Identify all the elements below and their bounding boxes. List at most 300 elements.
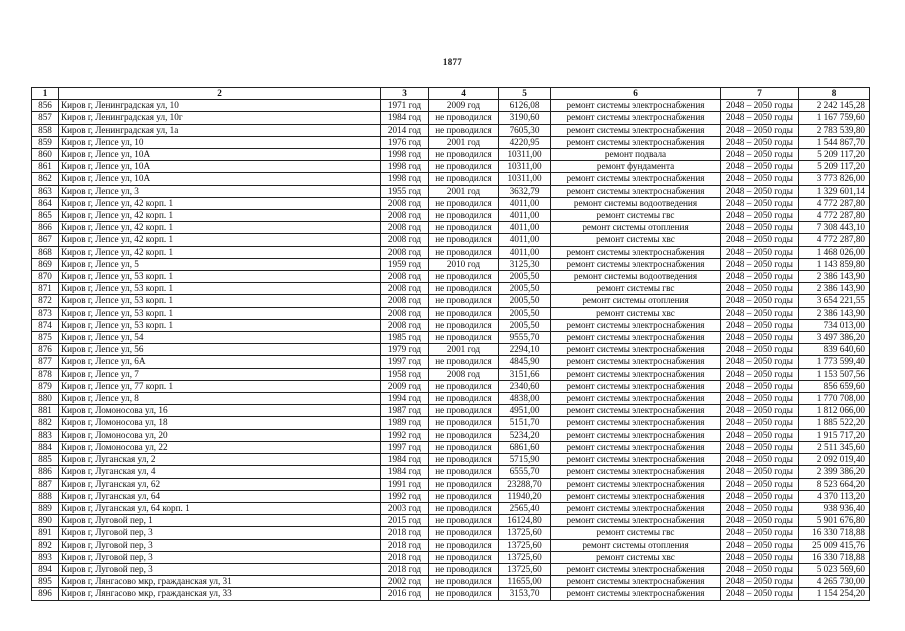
- cell-last-repair-year: не проводился: [429, 295, 499, 307]
- cell-repair-type: ремонт системы электроснабжения: [551, 368, 721, 380]
- cell-row-number: 861: [32, 161, 59, 173]
- cell-repair-period: 2048 – 2050 годы: [721, 393, 799, 405]
- cell-cost: 1 773 599,40: [799, 356, 870, 368]
- header-col-6: 6: [551, 88, 721, 100]
- table-row: [32, 222, 870, 234]
- cell-build-year: 1994 год: [381, 393, 429, 405]
- cell-cost: 1 468 026,00: [799, 246, 870, 258]
- cell-repair-period: 2048 – 2050 годы: [721, 258, 799, 270]
- cell-area: 5151,70: [499, 417, 551, 429]
- cell-repair-period: 2048 – 2050 годы: [721, 149, 799, 161]
- cell-row-number: 896: [32, 588, 59, 600]
- cell-repair-type: ремонт системы электроснабжения: [551, 319, 721, 331]
- table-row: [32, 319, 870, 331]
- cell-area: 23288,70: [499, 478, 551, 490]
- table-row: [32, 295, 870, 307]
- cell-repair-type: ремонт системы гвс: [551, 527, 721, 539]
- cell-build-year: 2008 год: [381, 319, 429, 331]
- cell-last-repair-year: не проводился: [429, 210, 499, 222]
- cell-build-year: 1998 год: [381, 149, 429, 161]
- cell-build-year: 2008 год: [381, 210, 429, 222]
- cell-last-repair-year: 2001 год: [429, 344, 499, 356]
- cell-build-year: 2015 год: [381, 515, 429, 527]
- cell-address: Киров г, Лянгасово мкр, гражданская ул, 33: [59, 588, 381, 600]
- cell-area: 13725,60: [499, 551, 551, 563]
- cell-address: Киров г, Лепсе ул, 10: [59, 136, 381, 148]
- header-row: [32, 88, 870, 100]
- table-row: [32, 588, 870, 600]
- cell-row-number: 874: [32, 319, 59, 331]
- cell-repair-period: 2048 – 2050 годы: [721, 344, 799, 356]
- cell-last-repair-year: 2001 год: [429, 136, 499, 148]
- cell-build-year: 1992 год: [381, 490, 429, 502]
- cell-last-repair-year: не проводился: [429, 576, 499, 588]
- cell-build-year: 1958 год: [381, 368, 429, 380]
- cell-row-number: 871: [32, 283, 59, 295]
- cell-cost: 734 013,00: [799, 319, 870, 331]
- cell-repair-type: ремонт подвала: [551, 149, 721, 161]
- cell-build-year: 1984 год: [381, 466, 429, 478]
- cell-repair-period: 2048 – 2050 годы: [721, 234, 799, 246]
- cell-build-year: 1997 год: [381, 356, 429, 368]
- header-col-2: 2: [59, 88, 381, 100]
- cell-repair-period: 2048 – 2050 годы: [721, 380, 799, 392]
- cell-repair-period: 2048 – 2050 годы: [721, 332, 799, 344]
- cell-build-year: 2008 год: [381, 307, 429, 319]
- cell-address: Киров г, Лепсе ул, 5: [59, 258, 381, 270]
- cell-cost: 16 330 718,88: [799, 551, 870, 563]
- cell-address: Киров г, Луганская ул, 62: [59, 478, 381, 490]
- cell-address: Киров г, Луговой пер, 3: [59, 563, 381, 575]
- cell-last-repair-year: не проводился: [429, 466, 499, 478]
- cell-cost: 2 242 145,28: [799, 100, 870, 112]
- cell-build-year: 2008 год: [381, 246, 429, 258]
- cell-last-repair-year: не проводился: [429, 380, 499, 392]
- cell-row-number: 879: [32, 380, 59, 392]
- cell-repair-period: 2048 – 2050 годы: [721, 417, 799, 429]
- table-row: [32, 210, 870, 222]
- table-row: [32, 478, 870, 490]
- cell-cost: 1 329 601,14: [799, 185, 870, 197]
- cell-address: Киров г, Луговой пер, 1: [59, 515, 381, 527]
- cell-address: Киров г, Лепсе ул, 53 корп. 1: [59, 271, 381, 283]
- cell-area: 13725,60: [499, 527, 551, 539]
- table-row: [32, 344, 870, 356]
- cell-repair-period: 2048 – 2050 годы: [721, 319, 799, 331]
- cell-repair-type: ремонт системы водоотведения: [551, 271, 721, 283]
- cell-address: Киров г, Лепсе ул, 10А: [59, 149, 381, 161]
- cell-area: 2565,40: [499, 502, 551, 514]
- cell-cost: 3 773 826,00: [799, 173, 870, 185]
- cell-area: 6126,08: [499, 100, 551, 112]
- header-col-7: 7: [721, 88, 799, 100]
- cell-address: Киров г, Ломоносова ул, 22: [59, 441, 381, 453]
- cell-cost: 856 659,60: [799, 380, 870, 392]
- cell-last-repair-year: не проводился: [429, 356, 499, 368]
- table-row: [32, 136, 870, 148]
- cell-area: 16124,80: [499, 515, 551, 527]
- cell-row-number: 882: [32, 417, 59, 429]
- cell-repair-type: ремонт системы электроснабжения: [551, 588, 721, 600]
- cell-address: Киров г, Лепсе ул, 42 корп. 1: [59, 246, 381, 258]
- table-row: [32, 490, 870, 502]
- cell-address: Киров г, Лепсе ул, 77 корп. 1: [59, 380, 381, 392]
- cell-last-repair-year: не проводился: [429, 283, 499, 295]
- cell-build-year: 1991 год: [381, 478, 429, 490]
- cell-repair-type: ремонт системы отопления: [551, 222, 721, 234]
- cell-address: Киров г, Лепсе ул, 42 корп. 1: [59, 234, 381, 246]
- cell-area: 4220,95: [499, 136, 551, 148]
- table-row: [32, 161, 870, 173]
- cell-row-number: 883: [32, 429, 59, 441]
- table-row: [32, 112, 870, 124]
- cell-cost: 938 936,40: [799, 502, 870, 514]
- cell-last-repair-year: не проводился: [429, 112, 499, 124]
- cell-area: 2005,50: [499, 271, 551, 283]
- cell-area: 10311,00: [499, 161, 551, 173]
- cell-last-repair-year: не проводился: [429, 271, 499, 283]
- cell-last-repair-year: не проводился: [429, 197, 499, 209]
- cell-address: Киров г, Ленинградская ул, 1а: [59, 124, 381, 136]
- cell-area: 3151,66: [499, 368, 551, 380]
- cell-last-repair-year: 2010 год: [429, 258, 499, 270]
- cell-last-repair-year: не проводился: [429, 149, 499, 161]
- cell-address: Киров г, Лепсе ул, 3: [59, 185, 381, 197]
- cell-address: Киров г, Лепсе ул, 53 корп. 1: [59, 295, 381, 307]
- cell-last-repair-year: не проводился: [429, 246, 499, 258]
- cell-build-year: 1979 год: [381, 344, 429, 356]
- table-row: [32, 271, 870, 283]
- cell-address: Киров г, Лепсе ул, 53 корп. 1: [59, 319, 381, 331]
- cell-address: Киров г, Луговой пер, 3: [59, 527, 381, 539]
- cell-address: Киров г, Лепсе ул, 56: [59, 344, 381, 356]
- cell-last-repair-year: не проводился: [429, 490, 499, 502]
- cell-repair-type: ремонт системы электроснабжения: [551, 417, 721, 429]
- cell-repair-type: ремонт системы отопления: [551, 539, 721, 551]
- cell-cost: 1 915 717,20: [799, 429, 870, 441]
- table-row: [32, 429, 870, 441]
- table-row: [32, 307, 870, 319]
- cell-cost: 2 399 386,20: [799, 466, 870, 478]
- cell-cost: 1 812 066,00: [799, 405, 870, 417]
- table-row: [32, 356, 870, 368]
- cell-row-number: 856: [32, 100, 59, 112]
- cell-cost: 3 654 221,55: [799, 295, 870, 307]
- cell-cost: 1 770 708,00: [799, 393, 870, 405]
- cell-build-year: 2008 год: [381, 271, 429, 283]
- header-col-4: 4: [429, 88, 499, 100]
- cell-last-repair-year: не проводился: [429, 429, 499, 441]
- cell-repair-period: 2048 – 2050 годы: [721, 429, 799, 441]
- table-row: [32, 258, 870, 270]
- cell-cost: 1 544 867,70: [799, 136, 870, 148]
- cell-address: Киров г, Лянгасово мкр, гражданская ул, 31: [59, 576, 381, 588]
- cell-build-year: 1959 год: [381, 258, 429, 270]
- cell-build-year: 2008 год: [381, 283, 429, 295]
- cell-area: 4011,00: [499, 234, 551, 246]
- header-col-1: 1: [32, 88, 59, 100]
- cell-repair-type: ремонт фундамента: [551, 161, 721, 173]
- cell-repair-type: ремонт системы гвс: [551, 283, 721, 295]
- cell-address: Киров г, Лепсе ул, 53 корп. 1: [59, 283, 381, 295]
- cell-cost: 1 153 507,56: [799, 368, 870, 380]
- cell-area: 13725,60: [499, 539, 551, 551]
- cell-address: Киров г, Лепсе ул, 42 корп. 1: [59, 222, 381, 234]
- cell-address: Киров г, Лепсе ул, 8: [59, 393, 381, 405]
- repair-schedule-table: [31, 87, 870, 601]
- cell-repair-period: 2048 – 2050 годы: [721, 271, 799, 283]
- cell-repair-period: 2048 – 2050 годы: [721, 124, 799, 136]
- cell-repair-type: ремонт системы электроснабжения: [551, 441, 721, 453]
- cell-row-number: 873: [32, 307, 59, 319]
- cell-repair-type: ремонт системы электроснабжения: [551, 332, 721, 344]
- cell-row-number: 860: [32, 149, 59, 161]
- cell-row-number: 894: [32, 563, 59, 575]
- cell-build-year: 1984 год: [381, 454, 429, 466]
- cell-repair-period: 2048 – 2050 годы: [721, 405, 799, 417]
- cell-address: Киров г, Ленинградская ул, 10г: [59, 112, 381, 124]
- cell-repair-type: ремонт системы электроснабжения: [551, 100, 721, 112]
- cell-build-year: 2018 год: [381, 539, 429, 551]
- cell-repair-type: ремонт системы электроснабжения: [551, 393, 721, 405]
- cell-last-repair-year: не проводился: [429, 454, 499, 466]
- table-row: [32, 515, 870, 527]
- cell-area: 10311,00: [499, 149, 551, 161]
- cell-cost: 839 640,60: [799, 344, 870, 356]
- table-row: [32, 393, 870, 405]
- cell-row-number: 877: [32, 356, 59, 368]
- cell-last-repair-year: 2008 год: [429, 368, 499, 380]
- cell-cost: 2 511 345,60: [799, 441, 870, 453]
- cell-area: 2005,50: [499, 295, 551, 307]
- cell-row-number: 862: [32, 173, 59, 185]
- cell-repair-type: ремонт системы электроснабжения: [551, 429, 721, 441]
- cell-address: Киров г, Лепсе ул, 10А: [59, 161, 381, 173]
- cell-last-repair-year: не проводился: [429, 161, 499, 173]
- cell-address: Киров г, Луговой пер, 3: [59, 539, 381, 551]
- cell-last-repair-year: 2001 год: [429, 185, 499, 197]
- cell-build-year: 2008 год: [381, 234, 429, 246]
- cell-repair-type: ремонт системы электроснабжения: [551, 502, 721, 514]
- cell-last-repair-year: 2009 год: [429, 100, 499, 112]
- cell-area: 4838,00: [499, 393, 551, 405]
- page-number: 1877: [442, 57, 463, 67]
- cell-repair-type: ремонт системы отопления: [551, 295, 721, 307]
- cell-build-year: 1985 год: [381, 332, 429, 344]
- cell-last-repair-year: не проводился: [429, 332, 499, 344]
- cell-area: 3125,30: [499, 258, 551, 270]
- cell-build-year: 2018 год: [381, 551, 429, 563]
- cell-repair-period: 2048 – 2050 годы: [721, 136, 799, 148]
- cell-address: Киров г, Луганская ул, 64: [59, 490, 381, 502]
- cell-area: 3153,70: [499, 588, 551, 600]
- cell-cost: 2 386 143,90: [799, 271, 870, 283]
- cell-address: Киров г, Луговой пер, 3: [59, 551, 381, 563]
- cell-build-year: 2016 год: [381, 588, 429, 600]
- cell-repair-period: 2048 – 2050 годы: [721, 576, 799, 588]
- cell-cost: 1 167 759,60: [799, 112, 870, 124]
- cell-repair-type: ремонт системы электроснабжения: [551, 112, 721, 124]
- table-row: [32, 563, 870, 575]
- cell-repair-period: 2048 – 2050 годы: [721, 515, 799, 527]
- cell-address: Киров г, Лепсе ул, 42 корп. 1: [59, 210, 381, 222]
- cell-repair-type: ремонт системы электроснабжения: [551, 478, 721, 490]
- cell-repair-period: 2048 – 2050 годы: [721, 197, 799, 209]
- cell-cost: 4 370 113,20: [799, 490, 870, 502]
- cell-repair-type: ремонт системы электроснабжения: [551, 344, 721, 356]
- cell-address: Киров г, Лепсе ул, 7: [59, 368, 381, 380]
- cell-repair-type: ремонт системы водоотведения: [551, 197, 721, 209]
- cell-build-year: 2018 год: [381, 527, 429, 539]
- table-row: [32, 149, 870, 161]
- cell-repair-period: 2048 – 2050 годы: [721, 441, 799, 453]
- cell-area: 4011,00: [499, 246, 551, 258]
- cell-row-number: 886: [32, 466, 59, 478]
- cell-repair-period: 2048 – 2050 годы: [721, 454, 799, 466]
- cell-build-year: 1984 год: [381, 112, 429, 124]
- cell-cost: 1 143 859,80: [799, 258, 870, 270]
- table-row: [32, 124, 870, 136]
- cell-repair-type: ремонт системы электроснабжения: [551, 576, 721, 588]
- cell-build-year: 1989 год: [381, 417, 429, 429]
- cell-row-number: 881: [32, 405, 59, 417]
- cell-repair-period: 2048 – 2050 годы: [721, 368, 799, 380]
- cell-repair-period: 2048 – 2050 годы: [721, 112, 799, 124]
- cell-build-year: 2008 год: [381, 222, 429, 234]
- cell-build-year: 2009 год: [381, 380, 429, 392]
- cell-cost: 2 386 143,90: [799, 283, 870, 295]
- cell-build-year: 2002 год: [381, 576, 429, 588]
- cell-last-repair-year: не проводился: [429, 124, 499, 136]
- cell-cost: 4 772 287,80: [799, 234, 870, 246]
- cell-row-number: 872: [32, 295, 59, 307]
- table-row: [32, 380, 870, 392]
- cell-area: 11940,20: [499, 490, 551, 502]
- cell-cost: 5 901 676,80: [799, 515, 870, 527]
- cell-row-number: 876: [32, 344, 59, 356]
- cell-cost: 3 497 386,20: [799, 332, 870, 344]
- cell-repair-period: 2048 – 2050 годы: [721, 283, 799, 295]
- cell-last-repair-year: не проводился: [429, 234, 499, 246]
- cell-build-year: 1955 год: [381, 185, 429, 197]
- table-row: [32, 466, 870, 478]
- cell-build-year: 1976 год: [381, 136, 429, 148]
- cell-repair-type: ремонт системы электроснабжения: [551, 136, 721, 148]
- cell-last-repair-year: не проводился: [429, 527, 499, 539]
- header-col-8: 8: [799, 88, 870, 100]
- table-row: [32, 283, 870, 295]
- cell-last-repair-year: не проводился: [429, 441, 499, 453]
- cell-address: Киров г, Лепсе ул, 10А: [59, 173, 381, 185]
- cell-repair-period: 2048 – 2050 годы: [721, 466, 799, 478]
- cell-repair-period: 2048 – 2050 годы: [721, 307, 799, 319]
- cell-build-year: 2014 год: [381, 124, 429, 136]
- cell-repair-type: ремонт системы электроснабжения: [551, 405, 721, 417]
- cell-row-number: 858: [32, 124, 59, 136]
- cell-address: Киров г, Лепсе ул, 54: [59, 332, 381, 344]
- cell-repair-period: 2048 – 2050 годы: [721, 478, 799, 490]
- cell-last-repair-year: не проводился: [429, 319, 499, 331]
- cell-last-repair-year: не проводился: [429, 222, 499, 234]
- table-row: [32, 185, 870, 197]
- cell-row-number: 869: [32, 258, 59, 270]
- table-row: [32, 417, 870, 429]
- cell-last-repair-year: не проводился: [429, 417, 499, 429]
- table-row: [32, 173, 870, 185]
- cell-repair-type: ремонт системы электроснабжения: [551, 173, 721, 185]
- cell-address: Киров г, Ломоносова ул, 20: [59, 429, 381, 441]
- cell-repair-type: ремонт системы электроснабжения: [551, 185, 721, 197]
- cell-area: 4011,00: [499, 222, 551, 234]
- cell-repair-type: ремонт системы электроснабжения: [551, 380, 721, 392]
- cell-address: Киров г, Ломоносова ул, 18: [59, 417, 381, 429]
- cell-area: 11655,00: [499, 576, 551, 588]
- cell-repair-period: 2048 – 2050 годы: [721, 100, 799, 112]
- cell-row-number: 885: [32, 454, 59, 466]
- table-row: [32, 234, 870, 246]
- cell-last-repair-year: не проводился: [429, 405, 499, 417]
- header-col-5: 5: [499, 88, 551, 100]
- cell-area: 3632,79: [499, 185, 551, 197]
- cell-address: Киров г, Лепсе ул, 42 корп. 1: [59, 197, 381, 209]
- cell-cost: 2 783 539,80: [799, 124, 870, 136]
- cell-repair-type: ремонт системы электроснабжения: [551, 258, 721, 270]
- cell-cost: 25 009 415,76: [799, 539, 870, 551]
- cell-area: 7605,30: [499, 124, 551, 136]
- cell-address: Киров г, Луганская ул, 64 корп. 1: [59, 502, 381, 514]
- cell-repair-period: 2048 – 2050 годы: [721, 185, 799, 197]
- cell-cost: 16 330 718,88: [799, 527, 870, 539]
- cell-area: 2005,50: [499, 307, 551, 319]
- cell-build-year: 1987 год: [381, 405, 429, 417]
- cell-last-repair-year: не проводился: [429, 393, 499, 405]
- cell-cost: 5 023 569,60: [799, 563, 870, 575]
- cell-area: 5234,20: [499, 429, 551, 441]
- cell-row-number: 892: [32, 539, 59, 551]
- cell-address: Киров г, Ленинградская ул, 10: [59, 100, 381, 112]
- cell-last-repair-year: не проводился: [429, 173, 499, 185]
- cell-build-year: 1971 год: [381, 100, 429, 112]
- cell-row-number: 867: [32, 234, 59, 246]
- cell-address: Киров г, Лепсе ул, 53 корп. 1: [59, 307, 381, 319]
- cell-area: 5715,90: [499, 454, 551, 466]
- table-row: [32, 576, 870, 588]
- cell-repair-period: 2048 – 2050 годы: [721, 246, 799, 258]
- cell-area: 13725,60: [499, 563, 551, 575]
- table-row: [32, 539, 870, 551]
- cell-row-number: 865: [32, 210, 59, 222]
- cell-repair-period: 2048 – 2050 годы: [721, 563, 799, 575]
- cell-cost: 1 154 254,20: [799, 588, 870, 600]
- cell-repair-type: ремонт системы электроснабжения: [551, 466, 721, 478]
- cell-area: 2005,50: [499, 283, 551, 295]
- cell-area: 4011,00: [499, 210, 551, 222]
- cell-row-number: 895: [32, 576, 59, 588]
- cell-address: Киров г, Луганская ул, 4: [59, 466, 381, 478]
- cell-row-number: 884: [32, 441, 59, 453]
- cell-repair-period: 2048 – 2050 годы: [721, 173, 799, 185]
- cell-build-year: 1997 год: [381, 441, 429, 453]
- cell-row-number: 863: [32, 185, 59, 197]
- cell-cost: 5 209 117,20: [799, 161, 870, 173]
- cell-repair-period: 2048 – 2050 годы: [721, 502, 799, 514]
- cell-repair-period: 2048 – 2050 годы: [721, 551, 799, 563]
- cell-row-number: 870: [32, 271, 59, 283]
- cell-repair-period: 2048 – 2050 годы: [721, 210, 799, 222]
- cell-area: 6555,70: [499, 466, 551, 478]
- cell-cost: 2 092 019,40: [799, 454, 870, 466]
- cell-address: Киров г, Луганская ул, 2: [59, 454, 381, 466]
